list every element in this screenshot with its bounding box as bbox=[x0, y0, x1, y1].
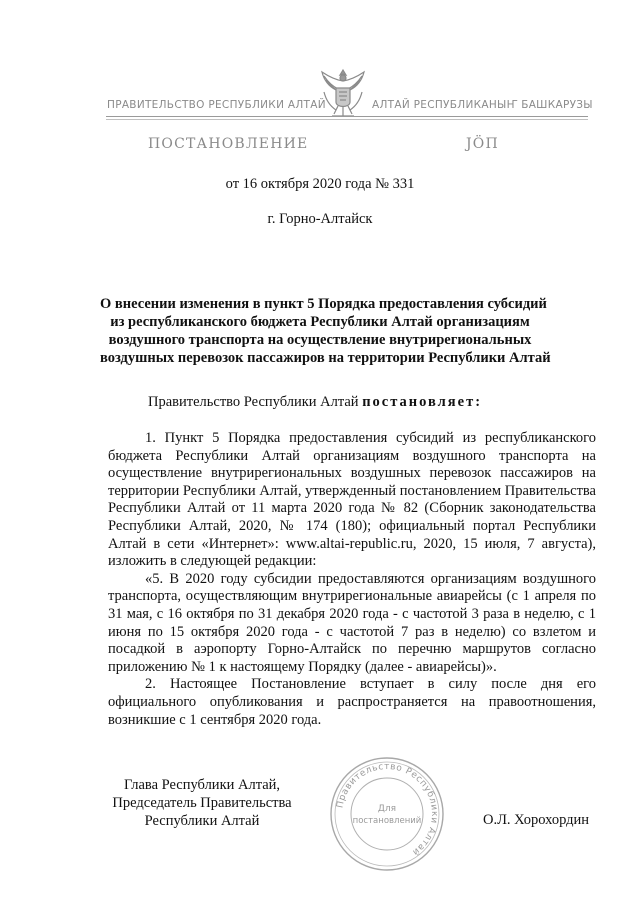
signer-title bbox=[102, 776, 302, 830]
title-line: О внесении изменения в пункт 5 Порядка предоставления субсидий bbox=[100, 296, 547, 312]
paragraph-2: 2. Настоящее Постановление вступает в силу после дня его официального опубликования и распространяется на правоотношения, возникшие с 1 сентября 2020 года. bbox=[108, 676, 596, 728]
paragraph-quoted-clause: «5. В 2020 году субсидии предоставляются организациям воздушного транспорта, осуществляющим внутрирегиональные авиарейсы (с 1 апреля по 31 мая, с 16 октября по 31 декабря 2020 года - с частотой 3 раза в неделю, с 1 июня по 15 октября 2020 года - с частотой 7 раз в неделю) со взлетом и посадкой в аэропорту Горно-Алтайск по перечню маршрутов согласно приложению № 1 к настоящему Порядку (далее - авиарейсы)». bbox=[108, 570, 596, 675]
title-line: воздушного транспорта на осуществление внутрирегиональных bbox=[108, 332, 532, 348]
stamp-center-text: постановлений bbox=[352, 816, 422, 826]
paragraph-1: 1. Пункт 5 Порядка предоставления субсидий из республиканского бюджета Республики Алтай организациям воздушного транспорта на осуществление внутрирегиональных воздушных перевозок пассажиров на территории Республики Алтай, утвержденный постановлением Правительства Республики Алтай от 11 марта 2020 года № 82 (Сборник законодательства Республики Алтай, 2020, № 174 (180); официальный портал Республики Алтай в сети «Интернет»: www.altai-republic.ru, 2020, 15 июля, 7 августа), изложить в следующей редакции: bbox=[108, 430, 596, 570]
header-rule bbox=[106, 116, 588, 117]
document-title bbox=[100, 295, 551, 367]
document-body bbox=[108, 430, 596, 729]
preamble bbox=[148, 394, 482, 411]
government-name-alt: АЛТАЙ РЕСПУБЛИКАНЫҤ БАШКАРУЗЫ bbox=[372, 99, 593, 111]
title-line: из республиканского бюджета Республики Алтай организациям bbox=[110, 314, 530, 330]
stamp-ring-text: Правительство Республики Алтай bbox=[335, 761, 440, 858]
signer-line: Республики Алтай bbox=[144, 813, 260, 829]
signer-line: Председатель Правительства bbox=[112, 795, 292, 811]
preamble-lead: Правительство Республики Алтай bbox=[148, 394, 363, 410]
document-type-alt: JӦП bbox=[466, 136, 499, 152]
official-stamp bbox=[328, 755, 446, 873]
header-rule-secondary bbox=[106, 119, 588, 120]
document-city: г. Горно-Алтайск bbox=[267, 211, 373, 227]
signer-line: Глава Республики Алтай, bbox=[123, 777, 281, 793]
document-type-ru: ПОСТАНОВЛЕНИЕ bbox=[148, 136, 309, 152]
stamp-center-text: Для bbox=[377, 804, 397, 814]
coat-of-arms-icon bbox=[318, 66, 368, 122]
signatory-name: О.Л. Хорохордин bbox=[483, 812, 590, 828]
government-name-ru: ПРАВИТЕЛЬСТВО РЕСПУБЛИКИ АЛТАЙ bbox=[107, 99, 326, 111]
document-date-number: от 16 октября 2020 года № 331 bbox=[225, 176, 415, 192]
title-line: воздушных перевозок пассажиров на территории Республики Алтай bbox=[100, 350, 551, 366]
preamble-decree-word: постановляет: bbox=[362, 394, 483, 410]
